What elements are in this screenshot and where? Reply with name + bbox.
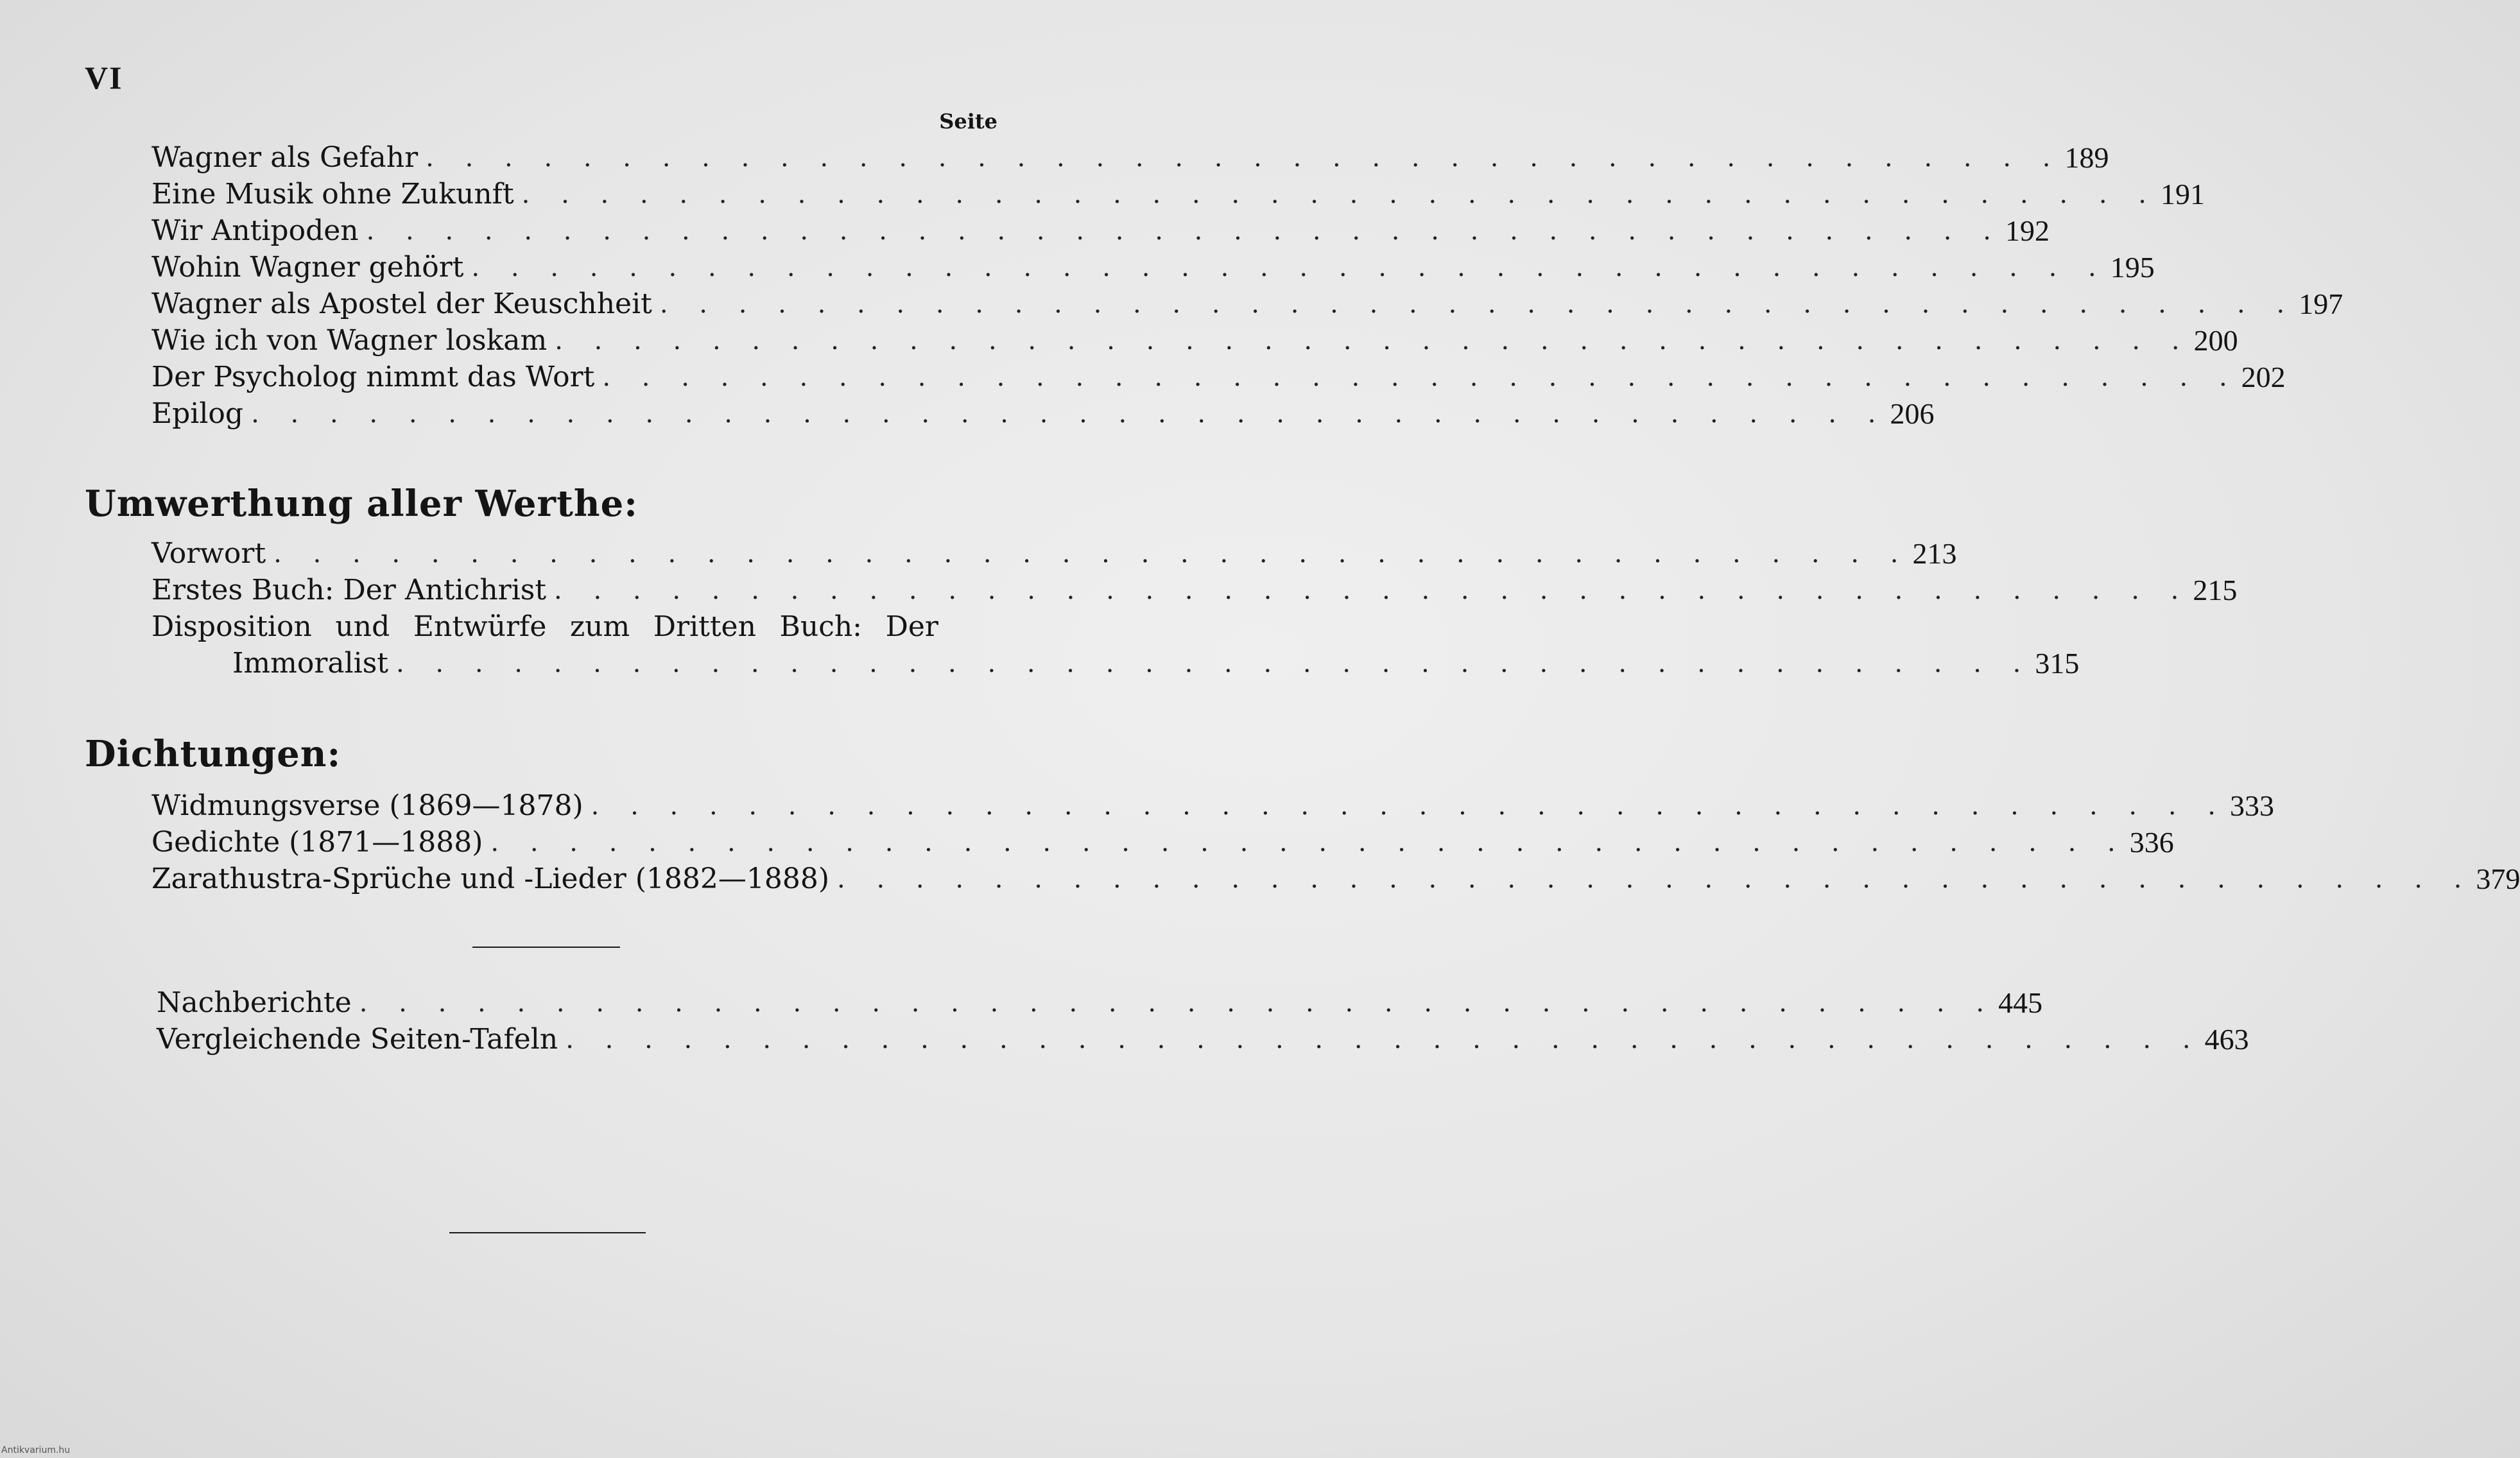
watermark: Antikvarium.hu bbox=[1, 1445, 71, 1455]
dot-leader: . . . . . . . . . . . . . . . . . . . . . . . . . . . . . . . . . . . . . . . . . . bbox=[396, 649, 2033, 678]
word: Buch: bbox=[779, 610, 862, 643]
page-number: VI bbox=[85, 60, 123, 96]
toc-entry bbox=[151, 825, 2174, 861]
dot-leader: . . . . . . . . . . . . . . . . . . . . . . . . . . . . . . . . . . . . . . . . . . bbox=[565, 1025, 2202, 1054]
toc-entry-title: Nachberichte bbox=[157, 986, 352, 1019]
toc-entry-title: Epilog bbox=[151, 397, 244, 430]
word: und bbox=[335, 610, 390, 643]
dot-leader: . . . . . . . . . . . . . . . . . . . . . . . . . . . . . . . . . . . . . . . . . . bbox=[591, 791, 2227, 821]
word: Disposition bbox=[151, 610, 312, 643]
toc-entry bbox=[151, 861, 2520, 897]
toc-entry-title: Wohin Wagner gehört bbox=[151, 251, 464, 284]
dot-leader: . . . . . . . . . . . . . . . . . . . . . . . . . . . . . . . . . . . . . . . . . . bbox=[490, 828, 2127, 857]
toc-entry-page: 189 bbox=[2064, 141, 2109, 174]
toc-entry-title: Gedichte (1871—1888) bbox=[151, 826, 483, 859]
dot-leader: . . . . . . . . . . . . . . . . . . . . . . . . . . . . . . . . . . . . . . . . . . bbox=[426, 143, 2062, 173]
dot-leader: . . . . . . . . . . . . . . . . . . . . . . . . . . . . . . . . . . . . . . . . . . bbox=[602, 363, 2239, 392]
dot-leader: . . . . . . . . . . . . . . . . . . . . . . . . . . . . . . . . . . . . . . . . . . bbox=[366, 216, 2003, 246]
toc-entry-page: 191 bbox=[2161, 178, 2205, 210]
toc-entry-page: 215 bbox=[2193, 574, 2238, 606]
toc-entry bbox=[157, 1022, 2249, 1058]
section-heading: Dichtungen: bbox=[85, 733, 341, 775]
toc-entry-page: 195 bbox=[2110, 251, 2155, 284]
dot-leader: . . . . . . . . . . . . . . . . . . . . . . . . . . . . . . . . . . . . . . . . . . bbox=[359, 988, 1996, 1018]
toc-entry bbox=[151, 536, 1957, 572]
toc-entry-title: Wagner als Apostel der Keuschheit bbox=[151, 287, 652, 320]
dot-leader: . . . . . . . . . . . . . . . . . . . . . . . . . . . . . . . . . . . . . . . . . . bbox=[471, 253, 2108, 282]
toc-entry bbox=[151, 176, 2205, 212]
dot-leader: . . . . . . . . . . . . . . . . . . . . . . . . . . . . . . . . . . . . . . . . . . bbox=[554, 576, 2191, 605]
toc-entry-page: 213 bbox=[1912, 537, 1957, 570]
toc-entry-page: 200 bbox=[2193, 324, 2238, 357]
toc-entry-title: Wir Antipoden bbox=[151, 214, 359, 247]
section-divider bbox=[472, 947, 620, 948]
dot-leader: . . . . . . . . . . . . . . . . . . . . . . . . . . . . . . . . . . . . . . . . . . bbox=[273, 539, 1910, 569]
toc-entry-title: Wagner als Gefahr bbox=[151, 141, 419, 174]
toc-entry-page: 379 bbox=[2476, 862, 2520, 895]
toc-entry-page: 206 bbox=[1890, 397, 1935, 430]
toc-entry-page: 202 bbox=[2241, 361, 2286, 393]
toc-entry-title: Wie ich von Wagner loskam bbox=[151, 324, 548, 357]
toc-entry-wrapped-line bbox=[151, 609, 938, 645]
toc-entry-title: Der Psycholog nimmt das Wort bbox=[151, 361, 595, 393]
word: Entwürfe bbox=[413, 610, 547, 643]
toc-entry-title: Eine Musik ohne Zukunft bbox=[151, 178, 514, 210]
toc-entry bbox=[151, 323, 2238, 359]
toc-entry-title: Zarathustra-Sprüche und -Lieder (1882—1888) bbox=[151, 862, 830, 895]
toc-entry-title: Immoralist bbox=[232, 647, 388, 680]
word: Dritten bbox=[653, 610, 756, 643]
toc-entry bbox=[151, 788, 2274, 824]
toc-entry bbox=[151, 250, 2155, 286]
toc-entry-page: 197 bbox=[2299, 287, 2343, 320]
toc-entry-title: Widmungsverse (1869—1878) bbox=[151, 789, 583, 822]
dot-leader: . . . . . . . . . . . . . . . . . . . . . . . . . . . . . . . . . . . . . . . . . . bbox=[659, 289, 2297, 319]
toc-entry-title: Erstes Buch: Der Antichrist bbox=[151, 574, 547, 606]
toc-entry-page: 192 bbox=[2005, 214, 2050, 247]
toc-entry bbox=[151, 213, 2050, 249]
dot-leader: . . . . . . . . . . . . . . . . . . . . . . . . . . . . . . . . . . . . . . . . . . bbox=[251, 399, 1888, 429]
toc-entry-page: 445 bbox=[1998, 986, 2043, 1019]
word: Der bbox=[885, 610, 938, 643]
dot-leader: . . . . . . . . . . . . . . . . . . . . . . . . . . . . . . . . . . . . . . . . . . bbox=[555, 326, 2191, 356]
toc-entry bbox=[151, 140, 2109, 176]
toc-entry bbox=[151, 359, 2286, 395]
end-divider bbox=[449, 1232, 646, 1233]
toc-entry bbox=[151, 286, 2343, 322]
word: zum bbox=[569, 610, 630, 643]
toc-entry-page: 336 bbox=[2129, 826, 2174, 859]
toc-entry bbox=[232, 646, 2080, 682]
toc-entry bbox=[157, 985, 2043, 1021]
toc-entry-page: 333 bbox=[2230, 789, 2274, 822]
page-column-label: Seite bbox=[939, 109, 997, 133]
toc-entry-title: Vorwort bbox=[151, 537, 266, 570]
section-heading: Umwerthung aller Werthe: bbox=[85, 483, 638, 525]
toc-entry-page: 463 bbox=[2204, 1023, 2249, 1056]
dot-leader: . . . . . . . . . . . . . . . . . . . . . . . . . . . . . . . . . . . . . . . . . . bbox=[521, 180, 2158, 209]
toc-entry-page: 315 bbox=[2035, 647, 2080, 680]
dot-leader: . . . . . . . . . . . . . . . . . . . . . . . . . . . . . . . . . . . . . . . . . . bbox=[837, 864, 2474, 894]
toc-entry bbox=[151, 572, 2238, 608]
toc-entry-title: Vergleichende Seiten-Tafeln bbox=[157, 1023, 558, 1056]
toc-entry bbox=[151, 396, 1935, 432]
